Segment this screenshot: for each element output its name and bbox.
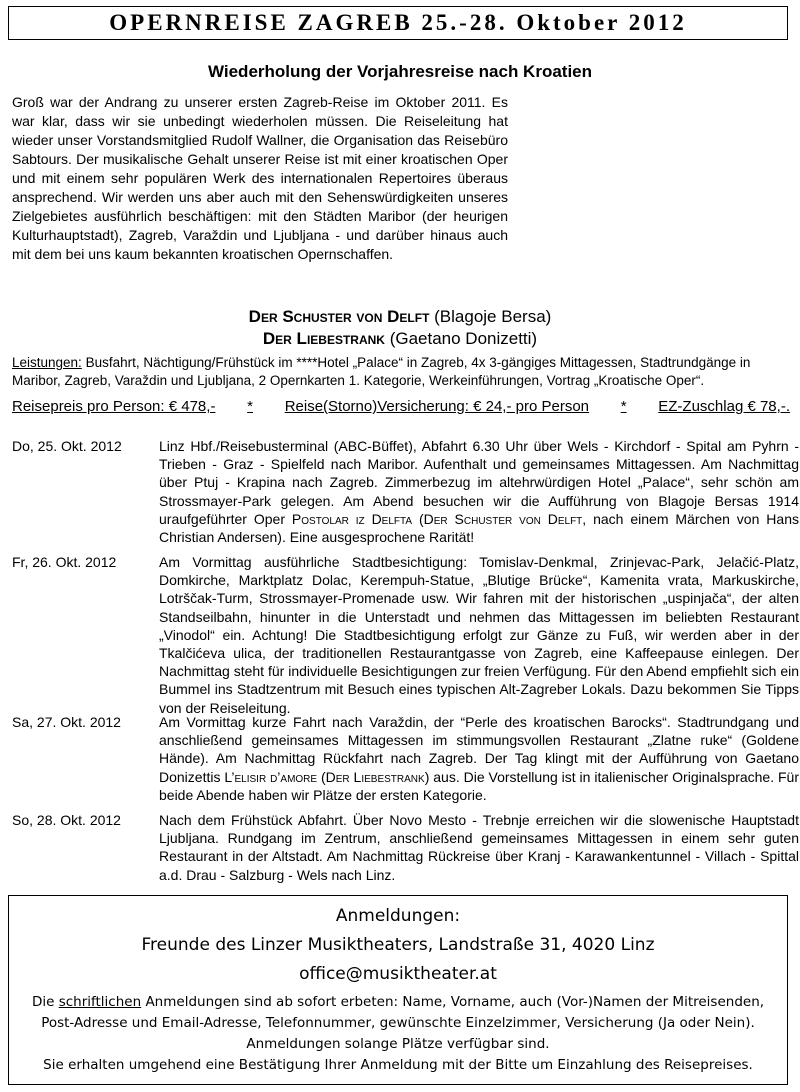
- registration-line: Sie erhalten umgehend eine Bestätigung Ihrer Anmeldung mit der Bitte um Einzahlung des Reisepreises.: [43, 1057, 753, 1073]
- page-title: OPERNREISE ZAGREB 25.-28. Oktober 2012: [8, 6, 788, 40]
- registration-box: [8, 895, 788, 1085]
- price-insurance: Reise(Storno)Versicherung: € 24,- pro Person: [284, 398, 590, 415]
- price-per-person: Reisepreis pro Person: € 478,-: [12, 398, 216, 415]
- day-date: Sa, 27. Okt. 2012: [12, 714, 121, 730]
- services-text: Busfahrt, Nächtigung/Frühstück im ****Hotel „Palace“ in Zagreb, 4x 3-gängiges Mittagessen, Stadtrundgänge in Maribor, Zagreb, Varaždin und Ljubljana, 2 Opernkarten 1. Kategorie, Werkeinführungen, Vortrag „Kroatische Oper“.: [12, 355, 751, 388]
- intro-paragraph: Groß war der Andrang zu unserer ersten Zagreb-Reise im Oktober 2011. Es war klar, dass wir sie unbedingt wiederholen müssen. Die Reiseleitung hat wieder unser Vorstandsmitglied Rudolf Wallner, die Organisation das Reisebüro Sabtours. Der musikalische Gehalt unserer Reise ist mit einer kroatischen Oper und mit einem sehr populären Werk des internationalen Repertoires überaus ansprechend. Wir werden uns aber auch mit den Sehenswürdigkeiten unseres Zielgebietes ausführlich beschäftigen: mit den Städten Maribor (der heurigen Kulturhauptstadt), Zagreb, Varaždin und Ljubljana - und darüber hinaus auch mit dem bei uns kaum bekannten kroatischen Opernschaffen.: [12, 94, 508, 262]
- services-section: [12, 354, 788, 390]
- opera-list: [0, 306, 800, 350]
- opera-item: [0, 328, 800, 350]
- opera-title: Der Liebestrank: [262, 329, 385, 348]
- day-date: Do, 25. Okt. 2012: [12, 438, 122, 454]
- price-separator: *: [247, 398, 253, 415]
- opera-item: [0, 306, 800, 328]
- registration-line: Post-Adresse und Email-Adresse, Telefonnummer, gewünschte Einzelzimmer, Versicherung (Ja oder Nein).: [41, 1015, 755, 1031]
- registration-instructions: [9, 992, 787, 1076]
- registration-address: Freunde des Linzer Musiktheaters, Landstraße 31, 4020 Linz: [141, 935, 655, 955]
- registration-email: office@musiktheater.at: [299, 964, 497, 984]
- registration-line: Anmeldungen solange Plätze verfügbar sind.: [246, 1036, 550, 1052]
- opera-title: Der Schuster von Delft: [248, 307, 430, 326]
- opera-composer: (Gaetano Donizetti): [389, 329, 538, 348]
- day-description: Am Vormittag kurze Fahrt nach Varaždin, der “Perle des kroatischen Barocks“. Stadtrundgang und anschließend gemeinsames Mittagessen im stimmungsvollen Restaurant „Zlatne ruke“ (Goldene Hände). Am Nachmittag Rückfahrt nach Zagreb. Der Tag klingt mit der Aufführung von Gaetano Donizettis L’elisir d’amore (Der Liebestrank) aus. Die Vorstellung ist in italienischer Originalsprache. Für beide Abende haben wir Plätze der ersten Kategorie.: [159, 714, 800, 803]
- price-line: [12, 398, 790, 415]
- price-separator: *: [620, 398, 627, 415]
- day-description: Am Vormittag ausführliche Stadtbesichtigung: Tomislav-Denkmal, Zrinjevac-Park, Jelačić-Platz, Domkirche, Marktplatz Dolac, Kerempuh-Statue, „Blutige Brücke“, Kamenita vrata, Markuskirche, Lotrščak-Turm, Strossmayer-Promenade usw. Wir fahren mit der historischen „uspinjača“, der alten Standseilbahn, hinunter in die Unterstadt und nehmen das Mittagessen im beliebten Restaurant „Vinodol“ ein. Achtung! Die Stadtbesichtigung erfolgt zur Gänze zu Fuß, wir werden aber in der Tkalčićeva ulica, der traditionellen Restaurantgasse von Zagreb, eine Kaffeepause einlegen. Der Nachmittag steht für individuelle Besichtigungen zur freien Verfügung. Für den Abend empfiehlt sich ein Bummel ins Stadtzentrum mit Besuch eines typischen Alt-Zagreber Lokals. Dazu bekommen Sie Tipps von der Reiseleitung.: [159, 554, 799, 716]
- registration-line: Die schriftlichen Anmeldungen sind ab sofort erbeten: Name, Vorname, auch (Vor-)Namen der Mitreisenden,: [31, 994, 765, 1010]
- day-date: So, 28. Okt. 2012: [12, 812, 121, 828]
- opera-composer: (Blagoje Bersa): [434, 307, 552, 326]
- services-label: Leistungen:: [12, 355, 82, 370]
- day-date: Fr, 26. Okt. 2012: [12, 554, 117, 570]
- day-description: Nach dem Frühstück Abfahrt. Über Novo Mesto - Trebnje erreichen wir die slowenische Hauptstadt Ljubljana. Rundgang im Zentrum, anschließend gemeinsames Mittagessen in einem sehr guten Restaurant in der Altstadt. Am Nachmittag Rückreise über Kranj - Karawankentunnel - Villach - Spittal a.d. Drau - Salzburg - Wels nach Linz.: [159, 812, 799, 883]
- day-description: Linz Hbf./Reisebusterminal (ABC-Büffet), Abfahrt 6.30 Uhr über Wels - Kirchdorf - Spital am Pyhrn - Trieben - Graz - Spielfeld nach Maribor. Aufenthalt und gemeinsames Mittagessen. Am Nachmittag über Ptuj - Krapina nach Zagreb. Zimmerbezug im altehrwürdigen Hotel „Palace“, sehr schön am Strossmayer-Park gelegen. Am Abend besuchen wir die Aufführung von Blagoje Bersas 1914 uraufgeführter Oper Postolar iz Delfta (Der Schuster von Delft, nach einem Märchen von Hans Christian Andersen). Eine ausgesprochene Rarität!: [159, 438, 799, 546]
- registration-heading: Anmeldungen:: [335, 906, 461, 926]
- price-single-supplement: EZ-Zuschlag € 78,-.: [658, 398, 790, 415]
- subtitle: Wiederholung der Vorjahresreise nach Kroatien: [207, 62, 593, 81]
